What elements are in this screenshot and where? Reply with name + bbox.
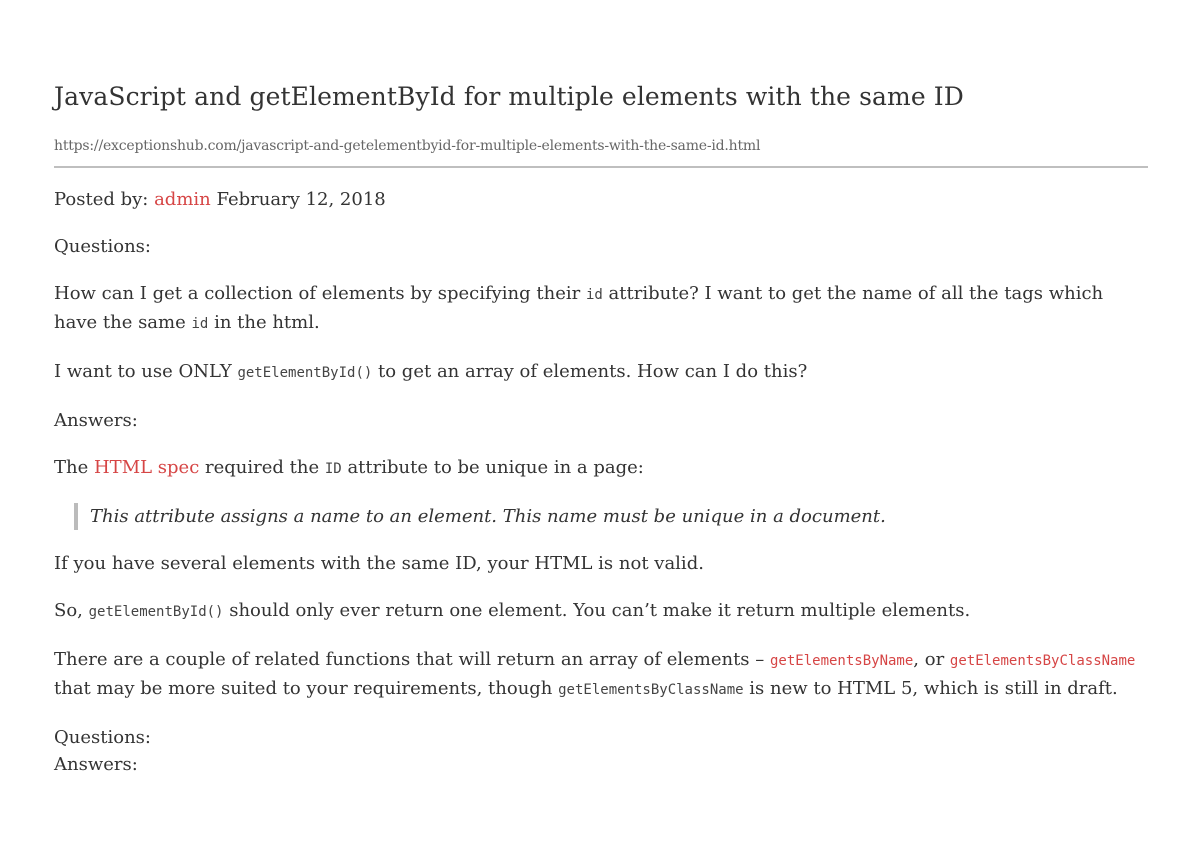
inline-code: id — [191, 316, 209, 332]
text-run: that may be more suited to your requirements, though — [54, 678, 559, 699]
text-run: There are a couple of related functions that will return an array of elements – — [54, 649, 770, 670]
inline-code: getElementsByClassName — [558, 682, 744, 698]
questions-heading: Questions: — [54, 236, 151, 257]
posted-by-label: Posted by: — [54, 189, 149, 210]
answer-paragraph-2: If you have several elements with the same ID, your HTML is not valid. — [54, 553, 704, 574]
question-paragraph-2 — [54, 358, 1148, 387]
text-run: required the — [199, 457, 325, 478]
inline-code-link[interactable]: getElementsByClassName — [949, 653, 1136, 669]
text-run: in the html. — [208, 312, 320, 333]
post-date: February 12, 2018 — [216, 189, 386, 210]
answer-paragraph-1 — [54, 454, 1148, 483]
text-run: to get an array of elements. How can I do this? — [372, 361, 808, 382]
text-run: How can I get a collection of elements by specifying their — [54, 283, 586, 304]
footer-questions-label: Questions: — [54, 727, 151, 748]
answer-paragraph-3 — [54, 597, 1148, 626]
spec-blockquote: This attribute assigns a name to an element. This name must be unique in a document. — [74, 503, 1148, 530]
inline-code: ID — [324, 461, 342, 477]
html-spec-link[interactable]: HTML spec — [93, 457, 200, 478]
getelementsbyname-link[interactable] — [770, 649, 913, 670]
text-run: attribute? I want to get the name of all the tags which have the same — [54, 283, 1104, 333]
answer-paragraph-4 — [54, 646, 1148, 704]
inline-code: id — [585, 287, 603, 303]
article-title: JavaScript and getElementById for multiple elements with the same ID — [54, 82, 964, 111]
inline-code: getElementById() — [88, 604, 224, 620]
text-run: The — [54, 457, 94, 478]
text-run: should only ever return one element. You can’t make it return multiple elements. — [223, 600, 971, 621]
source-url-link[interactable]: https://exceptionshub.com/javascript-and-getelementbyid-for-multiple-elements-with-the-same-id.html — [54, 138, 761, 154]
text-run: So, — [54, 600, 89, 621]
text-run: I want to use ONLY — [54, 361, 238, 382]
footer-answers-label: Answers: — [54, 754, 138, 775]
question-paragraph-1 — [54, 280, 1148, 338]
author-link[interactable]: admin — [154, 189, 211, 210]
answers-heading: Answers: — [54, 410, 138, 431]
text-run: , or — [913, 649, 950, 670]
text-run: is new to HTML 5, which is still in draft. — [743, 678, 1118, 699]
article-body — [54, 186, 1148, 778]
header-divider — [54, 166, 1148, 168]
post-meta — [54, 186, 1148, 213]
text-run: attribute to be unique in a page: — [341, 457, 644, 478]
getelementsbyclassname-link[interactable] — [950, 649, 1135, 670]
inline-code-link[interactable]: getElementsByName — [770, 653, 914, 669]
inline-code: getElementById() — [237, 365, 373, 381]
